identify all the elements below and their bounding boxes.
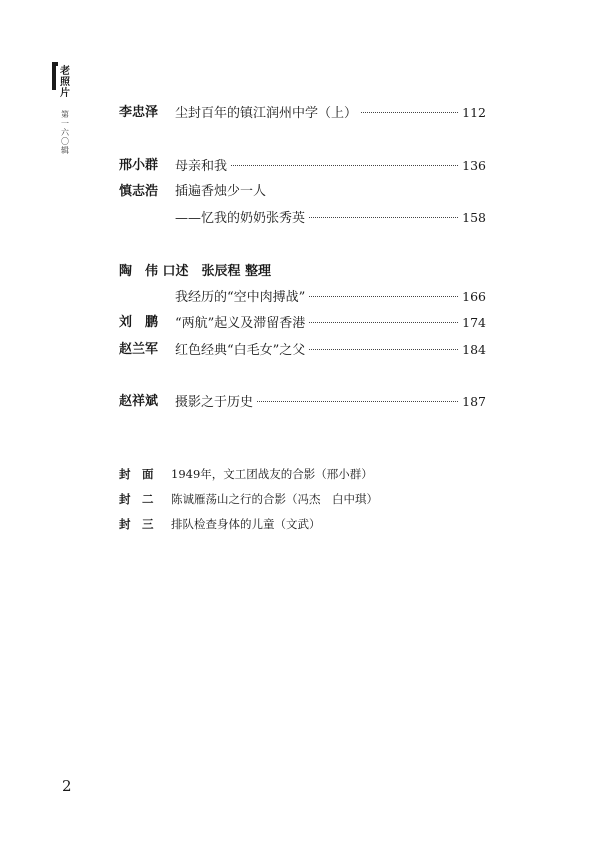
toc-entry[interactable] <box>119 182 486 202</box>
toc-entry[interactable] <box>119 340 486 360</box>
dot-leader <box>231 164 458 166</box>
dot-leader <box>309 348 458 350</box>
series-brand: 老照片 <box>60 66 70 99</box>
toc-author: 赵兰军 <box>119 342 159 357</box>
bracket-mark <box>52 62 58 90</box>
toc-entry-subtitle[interactable] <box>119 208 486 228</box>
page-number: 2 <box>62 777 72 795</box>
toc-entry[interactable] <box>119 313 486 333</box>
toc-entry[interactable] <box>119 103 486 123</box>
dot-leader <box>361 111 458 113</box>
toc-page-number: 166 <box>462 289 486 304</box>
cover-caption: 陈诚雁荡山之行的合影（冯杰 白中琪） <box>171 492 378 506</box>
toc-page-number: 112 <box>462 105 486 120</box>
toc-subtitle: ——忆我的奶奶张秀英 <box>175 211 306 226</box>
toc-page-number: 158 <box>462 210 486 225</box>
toc-author: 慎志浩 <box>119 184 159 199</box>
toc-entry[interactable] <box>119 392 486 412</box>
toc-page-number: 136 <box>462 158 486 173</box>
dot-leader <box>309 321 458 323</box>
toc-title: 摄影之于历史 <box>175 395 254 410</box>
cover-credit <box>119 490 378 508</box>
toc-page-number: 187 <box>462 394 486 409</box>
toc-author: 李忠泽 <box>119 105 159 120</box>
cover-caption: 排队检查身体的儿童（文武） <box>171 517 321 531</box>
cover-credit <box>119 515 321 533</box>
toc-title: 尘封百年的镇江润州中学（上） <box>175 106 358 121</box>
toc-title: 母亲和我 <box>175 159 228 174</box>
dot-leader <box>309 295 458 297</box>
toc-title: 我经历的“空中肉搏战” <box>175 290 306 305</box>
toc-author: 邢小群 <box>119 158 159 173</box>
toc-title: 红色经典“白毛女”之父 <box>175 343 306 358</box>
toc-entry[interactable] <box>119 156 486 176</box>
dot-leader <box>309 216 458 218</box>
cover-label: 封 面 <box>119 467 154 481</box>
toc-contributor-line: 陶 伟 口述 张辰程 整理 <box>119 264 272 279</box>
toc-page-number: 184 <box>462 342 486 357</box>
cover-credit <box>119 465 373 483</box>
dot-leader <box>257 400 458 402</box>
cover-label: 封 二 <box>119 492 154 506</box>
toc-entry[interactable] <box>119 287 486 307</box>
cover-label: 封 三 <box>119 517 154 531</box>
toc-title: 插遍香烛少一人 <box>175 184 267 199</box>
series-volume: 第一六〇辑 <box>61 110 69 155</box>
toc-author: 刘 鹏 <box>119 315 159 330</box>
toc-title: “两航”起义及滞留香港 <box>175 316 306 331</box>
cover-caption: 1949年，文工团战友的合影（邢小群） <box>171 467 373 481</box>
toc-author: 赵祥斌 <box>119 394 159 409</box>
toc-page-number: 174 <box>462 315 486 330</box>
